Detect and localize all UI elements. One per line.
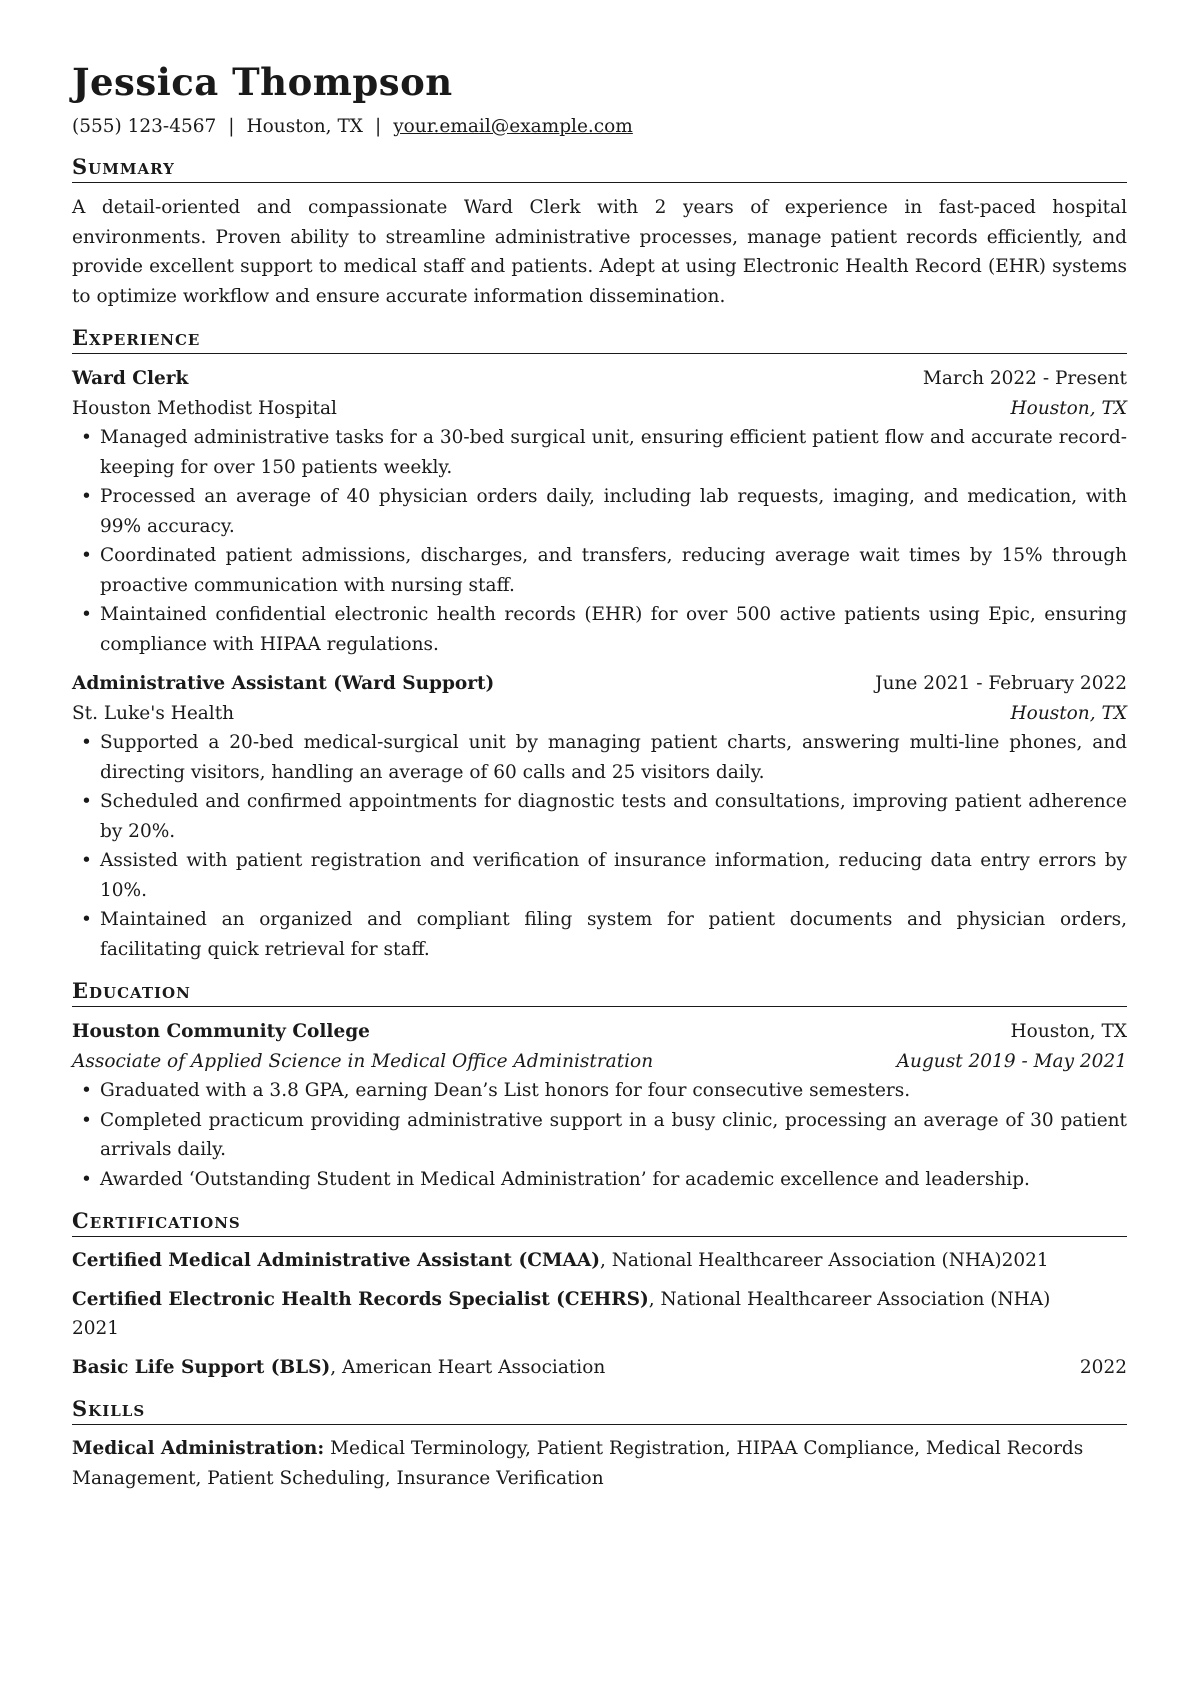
skill-category: Medical Administration: — [72, 1438, 325, 1459]
bullet-text: Managed administrative tasks for a 30-bed surgical unit, ensuring efficient patient flow and accurate record-keeping for over 150 patients weekly. — [100, 427, 1127, 478]
education-dates: August 2019 - May 2021 — [896, 1050, 1127, 1072]
job-employer: Houston Methodist Hospital — [72, 397, 337, 419]
degree-name: Associate of Applied Science in Medical Office Administration — [72, 1050, 654, 1072]
list-item — [72, 1106, 1127, 1165]
bullet-text: Completed practicum providing administrative support in a busy clinic, processing an average of 30 patient arrivals daily. — [100, 1109, 1127, 1160]
email-link[interactable]: your.email@example.com — [393, 116, 633, 137]
bullet-text: Graduated with a 3.8 GPA, earning Dean’s List honors for four consecutive semesters. — [100, 1080, 911, 1101]
list-item — [72, 541, 1127, 600]
certification-name: Certified Electronic Health Records Specialist (CEHRS) — [72, 1288, 649, 1310]
job-dates: March 2022 - Present — [922, 368, 1127, 389]
bullet-icon: • — [81, 909, 92, 930]
section-title-certifications: Certifications — [72, 1208, 1127, 1237]
job-role: Ward Clerk — [72, 368, 189, 389]
school-location: Houston, TX — [1010, 1021, 1127, 1042]
certification-item — [72, 1353, 1127, 1383]
list-item — [72, 423, 1127, 482]
certification-name: Basic Life Support (BLS) — [72, 1356, 331, 1378]
certification-year: 2022 — [1079, 1356, 1127, 1378]
bullet-icon: • — [81, 427, 92, 448]
skills-line — [72, 1434, 1127, 1493]
certification-issuer: , National Healthcareer Association (NHA) — [648, 1288, 1051, 1310]
job-location: Houston, TX — [1010, 702, 1127, 724]
skill-list: Medical Terminology, Patient Registration, HIPAA Compliance, Medical Records Management, Patient Scheduling, Insurance Verification — [72, 1438, 1084, 1489]
certification-item — [72, 1246, 1127, 1276]
list-item — [72, 1076, 1127, 1106]
education-entry — [72, 1017, 1127, 1194]
phone-number: (555) 123-4567 — [72, 116, 217, 137]
section-title-experience: Experience — [72, 325, 1127, 354]
certification-year: 2021 — [1001, 1250, 1049, 1271]
list-item — [72, 787, 1127, 846]
job-bullets — [72, 423, 1127, 659]
bullet-icon: • — [81, 1080, 92, 1101]
certification-year: 2021 — [72, 1318, 120, 1339]
certification-item — [72, 1285, 1127, 1344]
bullet-icon: • — [81, 791, 92, 812]
contact-separator: | — [228, 116, 235, 137]
bullet-text: Awarded ‘Outstanding Student in Medical Administration’ for academic excellence and leadership. — [100, 1168, 1030, 1190]
bullet-text: Processed an average of 40 physician orders daily, including lab requests, imaging, and medication, with 99% accuracy. — [100, 486, 1127, 537]
bullet-text: Scheduled and confirmed appointments for diagnostic tests and consultations, improving patient adherence by 20%. — [100, 791, 1127, 842]
bullet-icon: • — [81, 732, 92, 753]
job-location: Houston, TX — [1010, 397, 1127, 419]
job-dates: June 2021 - February 2022 — [875, 673, 1127, 694]
bullet-text: Assisted with patient registration and verification of insurance information, reducing data entry errors by 10%. — [100, 850, 1127, 901]
list-item — [72, 482, 1127, 541]
summary-text: A detail-oriented and compassionate Ward Clerk with 2 years of experience in fast-paced hospital environments. Proven ability to streamline administrative processes, manage patient records efficiently, and provide excellent support to medical staff and patients. Adept at using Electronic Health Record (EHR) systems to optimize workflow and ensure accurate information dissemination. — [72, 197, 1127, 307]
bullet-text: Maintained confidential electronic health records (EHR) for over 500 active patients using Epic, ensuring compliance with HIPAA regulations. — [100, 604, 1127, 655]
certification-issuer: , American Heart Association — [330, 1356, 606, 1378]
experience-entry — [72, 669, 1127, 964]
bullet-icon: • — [81, 1109, 92, 1131]
bullet-text: Supported a 20-bed medical-surgical unit by managing patient charts, answering multi-line phones, and directing visitors, handling an average of 60 calls and 25 visitors daily. — [100, 732, 1127, 783]
bullet-text: Maintained an organized and compliant filing system for patient documents and physician orders, facilitating quick retrieval for staff. — [100, 909, 1127, 960]
job-bullets — [72, 728, 1127, 964]
school-name: Houston Community College — [72, 1021, 370, 1042]
bullet-icon: • — [81, 1168, 92, 1190]
job-role: Administrative Assistant (Ward Support) — [72, 673, 495, 694]
bullet-icon: • — [81, 486, 92, 507]
bullet-icon: • — [81, 604, 92, 625]
list-item — [72, 600, 1127, 659]
section-title-skills: Skills — [72, 1396, 1127, 1425]
bullet-text: Coordinated patient admissions, discharges, and transfers, reducing average wait times by 15% through proactive communication with nursing staff. — [100, 545, 1127, 596]
certification-issuer: , National Healthcareer Association (NHA) — [599, 1250, 1002, 1271]
contact-separator: | — [374, 116, 382, 137]
list-item — [72, 905, 1127, 964]
contact-line — [72, 114, 1127, 140]
education-bullets — [72, 1076, 1127, 1194]
resume-page — [72, 58, 1127, 1493]
bullet-icon: • — [81, 850, 92, 871]
list-item — [72, 1165, 1127, 1195]
section-title-summary: Summary — [72, 154, 1127, 183]
experience-entry — [72, 364, 1127, 659]
bullet-icon: • — [81, 545, 92, 566]
certification-name: Certified Medical Administrative Assistant (CMAA) — [72, 1250, 600, 1271]
list-item — [72, 846, 1127, 905]
section-title-education: Education — [72, 978, 1127, 1007]
contact-location: Houston, TX — [246, 116, 363, 137]
job-employer: St. Luke's Health — [72, 702, 235, 724]
list-item — [72, 728, 1127, 787]
candidate-name: Jessica Thompson — [72, 60, 453, 104]
